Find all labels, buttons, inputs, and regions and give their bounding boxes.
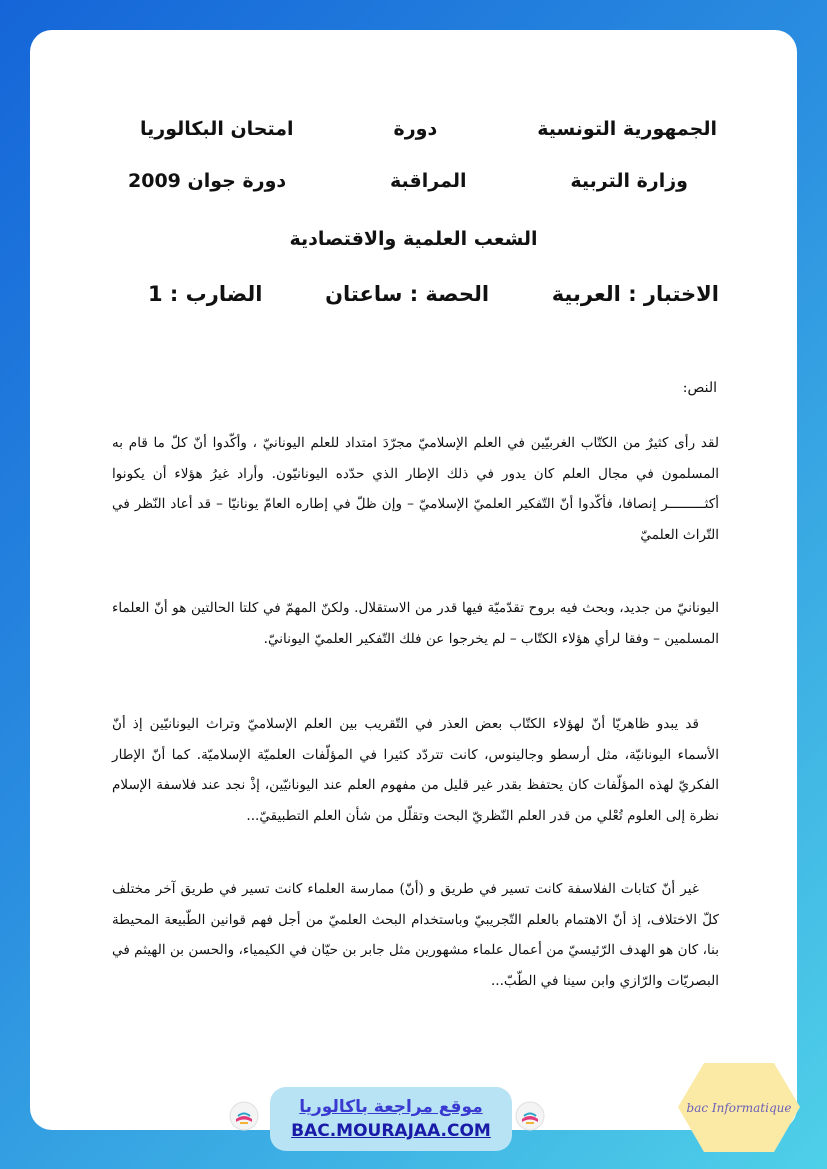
paragraph-3: قد يبدو ظاهريّا أنّ لهؤلاء الكتّاب بعض العذر في التّقريب بين العلم الإسلاميّ وتراث اليونانيّين إذ أنّ الأسماء اليونانيّة، مثل أرسطو وجالينوس، كانت تتردّد كثيرا في المؤلّفات العلميّة الإسلاميّة. كما أنّ الإطار الفكريّ لهذه المؤلّفات كان يحتفظ بقدر غير قليل من مفهوم العلم عند اليونانيّين، إذْ نجد عند فلاسفة الإسلام نظرة إلى العلوم تُعْلي من قدر العلم النّظريّ البحت وتقلّل من شأن العلم التطبيقيّ... xyxy=(112,716,719,824)
logo-text: bac Informatique xyxy=(686,1100,792,1115)
duration-title: الحصة : ساعتان xyxy=(325,282,490,306)
header-row-4 xyxy=(148,282,719,306)
paragraph-4: غير أنّ كتابات الفلاسفة كانت تسير في طريق و (أنّ) ممارسة العلماء كانت تسير في طريق آخر مختلف كلّ الاختلاف، إذ أنّ الاهتمام بالعلم التّجريبيّ وباستخدام البحث العلميّ من أجل فهم قوانين الطّبيعة المحيطة بنا، كان هو الهدف الرّئيسيّ من أعمال علماء مشهورين مثل جابر بن حيّان في الكيمياء، والحسن بن الهيثم في البصريّات والرّازي وابن سينا في الطّبّ... xyxy=(112,881,719,989)
session-label: دورة xyxy=(393,118,438,140)
branches-title: الشعب العلمية والاقتصادية xyxy=(289,228,538,250)
paragraph-2: اليونانيّ من جديد، وبحث فيه بروح تقدّميّة فيها قدر من الاستقلال. ولكنّ المهمّ في كلتا الحالتين هو أنّ العلماء المسلمين – وفقا لرأي هؤلاء الكتّاب – لم يخرجوا عن فلك التّفكير العلميّ اليونانيّ. xyxy=(112,600,719,647)
subject-title: الاختبار : العربية xyxy=(551,282,719,306)
header-row-2 xyxy=(128,170,688,192)
exam-page xyxy=(30,30,797,1130)
book-logo-icon xyxy=(515,1101,545,1131)
site-badge[interactable] xyxy=(270,1087,512,1151)
header-row-1 xyxy=(140,118,717,140)
book-logo-icon xyxy=(229,1101,259,1131)
exam-title: امتحان البكالوريا xyxy=(140,118,294,140)
text-label: النص: xyxy=(682,380,717,396)
site-arabic-link[interactable]: موقع مراجعة باكالوريا xyxy=(299,1097,483,1117)
ministry-title: وزارة التربية xyxy=(570,170,688,192)
session-date: دورة جوان 2009 xyxy=(128,170,287,192)
paragraph-1: لقد رأى كثيرٌ من الكتّاب الغربيّين في العلم الإسلاميّ مجرّدَ امتداد للعلم اليونانيّ ، وأكّدوا أنّ كلّ ما قام به المسلمون في مجال العلم كان يدور في ذلك الإطار الذي حدّده اليونانيّون. وأراد غيرُ هؤلاء أن يكونوا أكثـــــــــر إنصافا، فأكّدوا أنّ التّفكير العلميّ الإسلاميّ – وإن ظلّ في إطاره العامّ يونانيّا – قد أعاد النّظر في التّراث العلميّ xyxy=(112,435,719,543)
session-type: المراقبة xyxy=(390,170,467,192)
coefficient-title: الضارب : 1 xyxy=(148,282,263,306)
republic-title: الجمهورية التونسية xyxy=(537,118,717,140)
site-url-link[interactable]: BAC.MOURAJAA.COM xyxy=(291,1121,491,1141)
header-row-3 xyxy=(30,228,797,250)
bac-informatique-logo xyxy=(674,1055,804,1160)
